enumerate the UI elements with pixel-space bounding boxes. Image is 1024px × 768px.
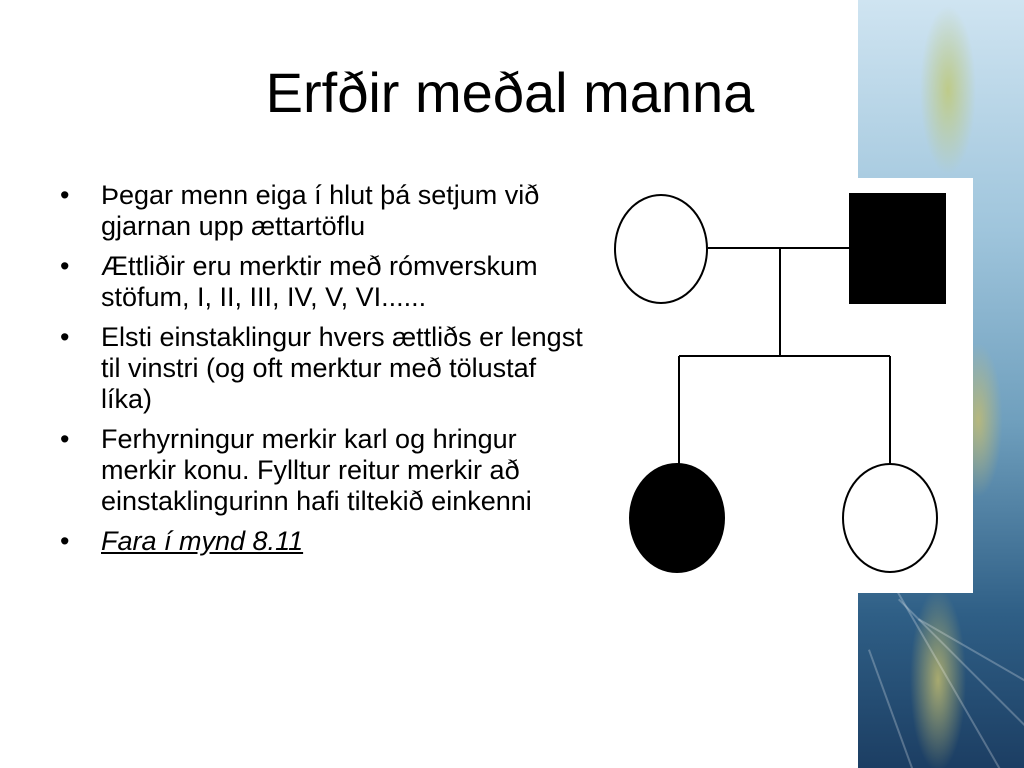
bullet-marker: • [60,526,70,556]
bullet-text: Elsti einstaklingur hvers ættliðs er lengst til vinstri (og oft merktur með tölustaf líka) [101,322,583,414]
pedigree-svg [595,178,973,593]
mother-circle-unaffected [615,195,707,303]
bullet-item [56,322,586,415]
bullet-item [56,251,586,313]
figure-link[interactable]: Fara í mynd 8.11 [101,526,304,556]
bullet-text: Þegar menn eiga í hlut þá setjum við gjarnan upp ættartöflu [101,180,540,241]
father-square-affected [849,193,946,304]
bullet-marker: • [60,180,70,210]
bullet-item-link[interactable] [56,526,586,557]
bullet-marker: • [60,251,70,281]
bullet-marker: • [60,322,70,352]
daughter-circle-unaffected [843,464,937,572]
bullet-text: Ættliðir eru merktir með rómverskum stöfum, I, II, III, IV, V, VI...... [101,251,538,312]
daughter-circle-affected [629,463,725,573]
bullet-text: Ferhyrningur merkir karl og hringur merkir konu. Fylltur reitur merkir að einstaklingurinn hafi tiltekið einkenni [101,424,532,516]
bullet-marker: • [60,424,70,454]
pedigree-chart [595,178,973,593]
bullet-item [56,424,586,517]
bullet-list [56,180,586,566]
bullet-item [56,180,586,242]
slide-title: Erfðir meðal manna [265,61,755,124]
